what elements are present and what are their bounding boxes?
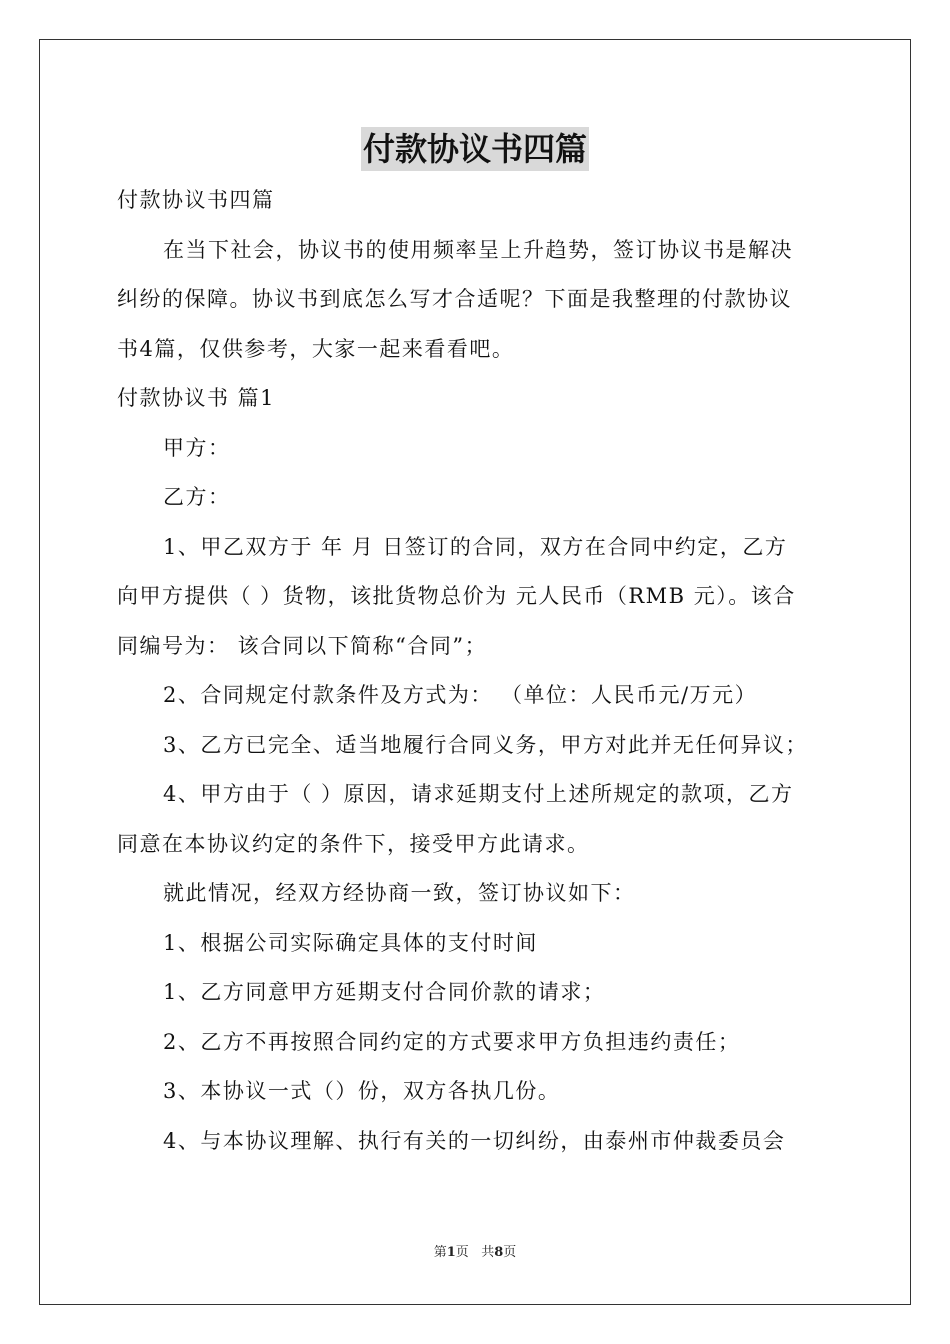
- footer-total-pages: 8: [494, 1245, 504, 1260]
- paragraph-line: 1、甲乙双方于 年 月 日签订的合同，双方在合同中约定，乙方: [163, 534, 788, 559]
- list-item: 2、乙方不再按照合同约定的方式要求甲方负担违约责任；: [163, 1029, 741, 1054]
- list-item: 1、根据公司实际确定具体的支付时间: [163, 930, 538, 955]
- list-item: 1、乙方同意甲方延期支付合同价款的请求；: [163, 980, 606, 1004]
- paragraph-line: 就此情况，经双方经协商一致，签订协议如下：: [163, 881, 636, 905]
- section-heading: 付款协议书 篇1: [117, 386, 276, 410]
- footer-prefix: 第: [433, 1245, 447, 1260]
- footer-suffix: 页: [503, 1245, 517, 1260]
- list-item: 4、与本协议理解、执行有关的一切纠纷，由泰州市仲裁委员会: [163, 1128, 786, 1153]
- title-container: [0, 127, 950, 171]
- party-a-line: 甲方：: [163, 435, 231, 460]
- list-item: 3、本协议一式（）份，双方各执几份。: [163, 1079, 561, 1103]
- paragraph-line: 同意在本协议约定的条件下，接受甲方此请求。: [117, 831, 590, 856]
- paragraph-line: 2、合同规定付款条件及方式为： （单位：人民币元/万元）: [163, 683, 758, 707]
- paragraph-line: 在当下社会，协议书的使用频率呈上升趋势，签订协议书是解决: [163, 237, 793, 262]
- paragraph-line: 向甲方提供（ ）货物，该批货物总价为 元人民币（RMB 元）。该合: [117, 584, 796, 608]
- paragraph-line: 同编号为： 该合同以下简称“合同”；: [117, 633, 488, 658]
- paragraph-line: 书4篇，仅供参考，大家一起来看看吧。: [117, 336, 515, 361]
- page-footer: [0, 1244, 950, 1262]
- paragraph-line: 3、乙方已完全、适当地履行合同义务，甲方对此并无任何异议；: [163, 732, 808, 757]
- subtitle-line: 付款协议书四篇: [117, 188, 275, 212]
- paragraph-line: 纠纷的保障。协议书到底怎么写才合适呢？下面是我整理的付款协议: [117, 287, 792, 311]
- footer-mid: 页 共: [455, 1245, 495, 1260]
- document-title: 付款协议书四篇: [361, 127, 589, 171]
- footer-page-number: 1: [446, 1245, 456, 1260]
- document-body: [117, 176, 835, 1166]
- paragraph-line: 4、甲方由于（ ）原因，请求延期支付上述所规定的款项，乙方: [163, 782, 794, 806]
- party-b-line: 乙方：: [163, 485, 231, 509]
